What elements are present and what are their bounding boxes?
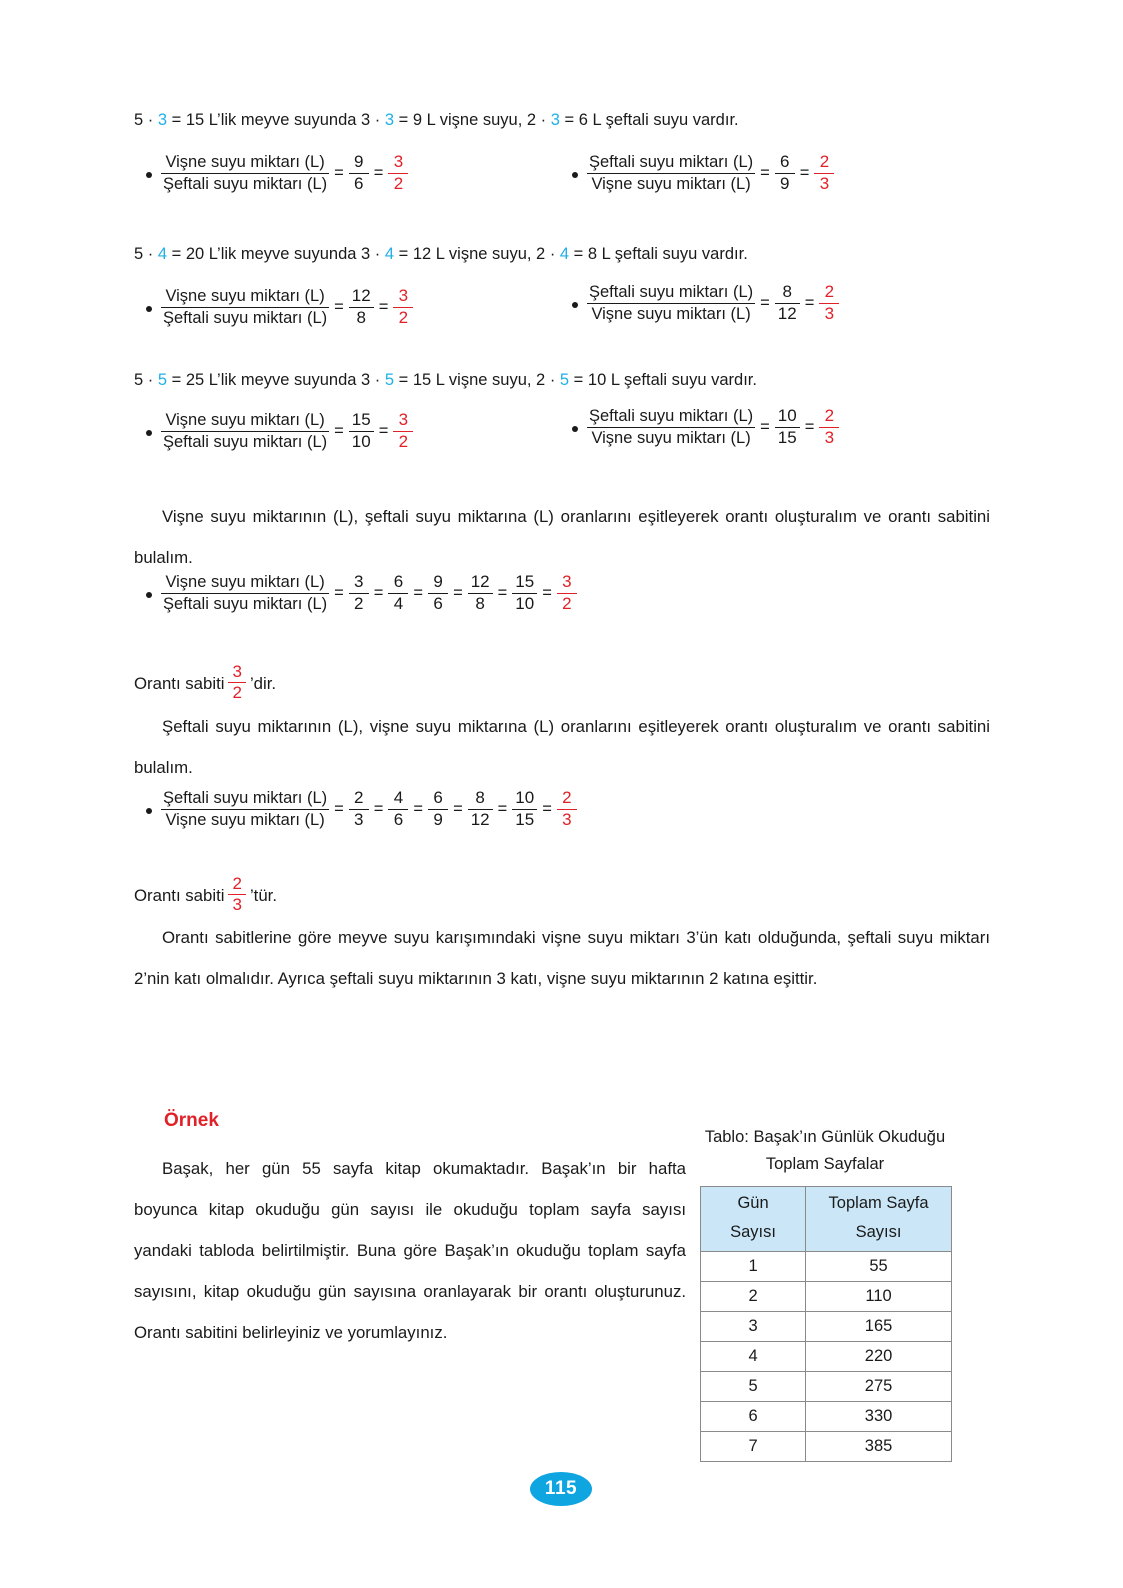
lead-2-part2: = 20 L’lik meyve suyunda 3 · xyxy=(167,245,385,263)
equals-sign: = xyxy=(334,584,344,603)
equals-sign: = xyxy=(497,584,508,603)
word-fraction-numerator: Şeftali suyu miktarı (L) xyxy=(587,152,755,174)
proportion-constant-2 xyxy=(134,875,277,917)
equals-sign: = xyxy=(542,584,552,603)
fraction-numerator: 3 xyxy=(388,152,408,174)
fraction-numerator: 6 xyxy=(428,788,448,810)
numeric-fraction-1 xyxy=(349,410,374,452)
cell-pages: 220 xyxy=(806,1342,952,1372)
fraction-numerator: 9 xyxy=(428,572,448,594)
chain-fraction-5 xyxy=(512,572,537,614)
example-body: Başak, her gün 55 sayfa kitap okumaktadır. Başak’ın bir hafta boyunca kitap okuduğu gün sayısı ile okuduğu toplam sayfa sayısı yandaki tabloda belirtilmiştir. Buna göre Başak’ın okuduğu toplam sayfa sayısını, kitap okuduğu gün sayısına oranlayarak bir orantı oluşturunuz. Orantı sabitini belirleyiniz ve yorumlayınız. xyxy=(134,1159,686,1342)
fraction-numerator: 4 xyxy=(388,788,408,810)
chain-fraction-3 xyxy=(428,572,448,614)
cell-day: 7 xyxy=(701,1432,806,1462)
word-fraction-numerator: Vişne suyu miktarı (L) xyxy=(161,410,329,432)
numeric-fraction-1 xyxy=(775,152,795,194)
fraction-numerator: 2 xyxy=(349,788,369,810)
lead-3-part4: = 10 L şeftali suyu vardır. xyxy=(569,371,757,389)
fraction-numerator: 6 xyxy=(775,152,795,174)
equals-sign: = xyxy=(542,800,552,819)
fraction-denominator: 8 xyxy=(356,308,366,328)
fraction-denominator: 3 xyxy=(232,895,242,915)
fraction-denominator: 10 xyxy=(515,594,535,614)
cell-pages: 165 xyxy=(806,1312,952,1342)
fraction-denominator: 3 xyxy=(824,304,835,324)
lead-2-part1: 5 · xyxy=(134,245,158,263)
fraction-numerator: 2 xyxy=(819,406,839,428)
word-fraction-numerator: Şeftali suyu miktarı (L) xyxy=(587,406,755,428)
fraction-numerator: 3 xyxy=(393,410,413,432)
lead-1-factor3: 3 xyxy=(550,111,560,129)
lead-sentence-1 xyxy=(134,112,739,129)
cell-day: 2 xyxy=(701,1282,806,1312)
fraction-numerator: 2 xyxy=(228,874,245,895)
chain-result-fraction xyxy=(557,572,577,614)
equals-sign: = xyxy=(413,800,424,819)
lead-3-part2: = 25 L’lik meyve suyunda 3 · xyxy=(167,371,385,389)
numeric-fraction-result xyxy=(388,152,408,194)
lead-1-part1: 5 · xyxy=(134,111,158,129)
equals-sign: = xyxy=(413,584,424,603)
bullet-icon xyxy=(146,172,152,178)
lead-sentence-2 xyxy=(134,246,748,263)
bullet-icon xyxy=(572,426,578,432)
word-fraction-denominator: Vişne suyu miktarı (L) xyxy=(591,175,751,194)
lead-3-part3: = 15 L vişne suyu, 2 · xyxy=(394,371,560,389)
table-row xyxy=(701,1252,952,1282)
proportion-constant-1 xyxy=(134,663,276,705)
equals-sign: = xyxy=(760,418,770,437)
lead-2-factor1: 4 xyxy=(157,245,168,263)
numeric-fraction-1 xyxy=(775,406,800,448)
equals-sign: = xyxy=(497,800,508,819)
lead-2-part3: = 12 L vişne suyu, 2 · xyxy=(394,245,560,263)
conclusion-paragraph: Orantı sabitlerine göre meyve suyu karışımındaki vişne suyu miktarı 3’ün katı olduğunda, şeftali suyu miktarı 2’nin katı olmalıdır. Ayrıca şeftali suyu miktarının 3 katı, vişne suyu miktarının 2 katına eşittir. xyxy=(134,928,990,988)
bullet-icon xyxy=(572,172,578,178)
equals-sign: = xyxy=(799,164,810,183)
lead-1-factor1: 3 xyxy=(157,111,168,129)
equals-sign: = xyxy=(373,164,384,183)
table-caption-line2: Toplam Sayfalar xyxy=(765,1155,885,1173)
reading-pages-table xyxy=(700,1186,952,1462)
word-fraction xyxy=(161,286,329,329)
equals-sign: = xyxy=(760,164,770,183)
section2-paragraph: Şeftali suyu miktarının (L), vişne suyu miktarına (L) oranlarını eşitleyerek orantı oluşturalım ve orantı sabitini bulalım. xyxy=(134,717,990,777)
word-fraction xyxy=(161,788,329,831)
word-fraction-denominator: Vişne suyu miktarı (L) xyxy=(591,429,751,448)
chain-fraction-2 xyxy=(388,572,408,614)
equals-sign: = xyxy=(334,298,344,317)
word-fraction-numerator: Vişne suyu miktarı (L) xyxy=(161,286,329,308)
lead-1-part3: = 9 L vişne suyu, 2 · xyxy=(394,111,551,129)
cell-day: 5 xyxy=(701,1372,806,1402)
bullet-icon xyxy=(146,592,152,598)
word-fraction-numerator: Vişne suyu miktarı (L) xyxy=(161,152,329,174)
fraction-denominator: 2 xyxy=(232,683,242,703)
fraction-numerator: 10 xyxy=(775,406,800,428)
equals-sign: = xyxy=(760,294,770,313)
fraction-denominator: 2 xyxy=(398,432,409,452)
fraction-denominator: 6 xyxy=(433,594,443,614)
word-fraction-denominator: Şeftali suyu miktarı (L) xyxy=(163,595,328,614)
fraction-denominator: 9 xyxy=(780,174,790,194)
table-row xyxy=(701,1282,952,1312)
fraction-denominator: 3 xyxy=(819,174,830,194)
fraction-denominator: 3 xyxy=(824,428,835,448)
numeric-fraction-1 xyxy=(349,152,369,194)
lead-3-part1: 5 · xyxy=(134,371,158,389)
table-row xyxy=(701,1402,952,1432)
table-row xyxy=(701,1312,952,1342)
cell-pages: 110 xyxy=(806,1282,952,1312)
constant-suffix-label: ’dir. xyxy=(249,673,277,693)
fraction-numerator: 15 xyxy=(349,410,374,432)
equals-sign: = xyxy=(373,800,384,819)
header-day-line2: Sayısı xyxy=(730,1223,776,1241)
fraction-denominator: 4 xyxy=(393,594,404,614)
equals-sign: = xyxy=(378,298,389,317)
cell-day: 1 xyxy=(701,1252,806,1282)
numeric-fraction-result xyxy=(393,410,413,452)
equals-sign: = xyxy=(804,294,815,313)
section1-paragraph: Vişne suyu miktarının (L), şeftali suyu miktarına (L) oranlarını eşitleyerek orantı oluşturalım ve orantı sabitini bulalım. xyxy=(134,507,990,567)
chain-result-fraction xyxy=(557,788,577,830)
cell-pages: 55 xyxy=(806,1252,952,1282)
fraction-denominator: 12 xyxy=(777,304,797,324)
lead-3-factor2: 5 xyxy=(384,371,395,389)
equals-sign: = xyxy=(334,164,344,183)
fraction-denominator: 10 xyxy=(351,432,371,452)
chain-fraction-4 xyxy=(468,788,493,830)
table-header-day xyxy=(701,1187,806,1252)
lead-1-factor2: 3 xyxy=(384,111,395,129)
word-fraction xyxy=(161,410,329,453)
ratio-row-2-left xyxy=(146,286,413,329)
header-pages-line1: Toplam Sayfa xyxy=(828,1194,929,1212)
constant-fraction xyxy=(228,662,245,704)
fraction-denominator: 3 xyxy=(354,810,364,830)
table-body xyxy=(701,1252,952,1462)
fraction-numerator: 2 xyxy=(814,152,834,174)
word-fraction-denominator: Vişne suyu miktarı (L) xyxy=(165,811,325,830)
cell-day: 4 xyxy=(701,1342,806,1372)
ratio-row-3-left xyxy=(146,410,413,453)
fraction-denominator: 6 xyxy=(393,810,404,830)
fraction-numerator: 9 xyxy=(349,152,369,174)
numeric-fraction-result xyxy=(819,282,839,324)
table-header-pages xyxy=(806,1187,952,1252)
word-fraction-denominator: Şeftali suyu miktarı (L) xyxy=(163,309,328,328)
equals-sign: = xyxy=(378,422,389,441)
fraction-denominator: 12 xyxy=(470,810,490,830)
table-caption-line1: Tablo: Başak’ın Günlük Okuduğu xyxy=(704,1128,946,1146)
cell-day: 3 xyxy=(701,1312,806,1342)
chain-fraction-2 xyxy=(388,788,408,830)
bullet-icon xyxy=(572,302,578,308)
constant-prefix-label: Orantı sabiti xyxy=(134,673,225,693)
constant-suffix-label: ’tür. xyxy=(249,885,278,905)
fraction-numerator: 3 xyxy=(557,572,577,594)
fraction-denominator: 2 xyxy=(398,308,409,328)
cell-pages: 385 xyxy=(806,1432,952,1462)
chain-fraction-3 xyxy=(428,788,448,830)
equals-sign: = xyxy=(453,800,463,819)
table-row xyxy=(701,1432,952,1462)
fraction-numerator: 3 xyxy=(349,572,369,594)
fraction-denominator: 2 xyxy=(393,174,404,194)
word-fraction-denominator: Şeftali suyu miktarı (L) xyxy=(163,175,328,194)
chain-fraction-1 xyxy=(349,788,369,830)
word-fraction-denominator: Şeftali suyu miktarı (L) xyxy=(163,433,328,452)
lead-3-factor3: 5 xyxy=(559,371,570,389)
numeric-fraction-result xyxy=(814,152,834,194)
fraction-denominator: 15 xyxy=(515,810,535,830)
word-fraction xyxy=(587,152,755,195)
fraction-numerator: 15 xyxy=(512,572,537,594)
fraction-denominator: 2 xyxy=(354,594,364,614)
fraction-denominator: 9 xyxy=(433,810,443,830)
equals-sign: = xyxy=(334,422,344,441)
numeric-fraction-result xyxy=(819,406,839,448)
fraction-denominator: 8 xyxy=(475,594,485,614)
ratio-row-1-left xyxy=(146,152,408,195)
fraction-numerator: 12 xyxy=(468,572,493,594)
lead-1-part2: = 15 L’lik meyve suyunda 3 · xyxy=(167,111,385,129)
lead-2-factor2: 4 xyxy=(384,245,395,263)
word-fraction-numerator: Şeftali suyu miktarı (L) xyxy=(587,282,755,304)
fraction-denominator: 2 xyxy=(562,594,572,614)
word-fraction xyxy=(587,406,755,449)
fraction-denominator: 15 xyxy=(777,428,797,448)
lead-1-part4: = 6 L şeftali suyu vardır. xyxy=(559,111,739,129)
fraction-numerator: 2 xyxy=(819,282,839,304)
equals-sign: = xyxy=(453,584,463,603)
lead-sentence-3 xyxy=(134,372,757,389)
cell-pages: 275 xyxy=(806,1372,952,1402)
fraction-numerator: 8 xyxy=(775,282,800,304)
fraction-numerator: 12 xyxy=(349,286,374,308)
word-fraction xyxy=(161,152,329,195)
word-fraction-numerator: Şeftali suyu miktarı (L) xyxy=(161,788,329,810)
word-fraction xyxy=(587,282,755,325)
numeric-fraction-1 xyxy=(775,282,800,324)
fraction-numerator: 6 xyxy=(388,572,408,594)
example-heading: Örnek xyxy=(164,1110,219,1131)
chain-fraction-5 xyxy=(512,788,537,830)
lead-2-factor3: 4 xyxy=(559,245,570,263)
chain-equation-1 xyxy=(146,572,577,615)
constant-fraction xyxy=(228,874,245,916)
chain-fraction-1 xyxy=(349,572,369,614)
chain-fraction-4 xyxy=(468,572,493,614)
fraction-denominator: 6 xyxy=(354,174,364,194)
word-fraction-denominator: Vişne suyu miktarı (L) xyxy=(591,305,751,324)
cell-day: 6 xyxy=(701,1402,806,1432)
numeric-fraction-1 xyxy=(349,286,374,328)
cell-pages: 330 xyxy=(806,1402,952,1432)
table-header-row xyxy=(701,1187,952,1252)
numeric-fraction-result xyxy=(393,286,413,328)
table-head xyxy=(701,1187,952,1252)
bullet-icon xyxy=(146,430,152,436)
bullet-icon xyxy=(146,808,152,814)
bullet-icon xyxy=(146,306,152,312)
lead-2-part4: = 8 L şeftali suyu vardır. xyxy=(569,245,748,263)
fraction-numerator: 3 xyxy=(228,662,245,683)
chain-equation-2 xyxy=(146,788,577,831)
fraction-numerator: 2 xyxy=(557,788,577,810)
page-number-badge: 115 xyxy=(530,1472,592,1506)
equals-sign: = xyxy=(334,800,344,819)
equals-sign: = xyxy=(373,584,384,603)
fraction-numerator: 8 xyxy=(468,788,493,810)
word-fraction-numerator: Vişne suyu miktarı (L) xyxy=(161,572,329,594)
table-caption xyxy=(700,1124,950,1178)
constant-prefix-label: Orantı sabiti xyxy=(134,885,225,905)
fraction-numerator: 10 xyxy=(512,788,537,810)
table-row xyxy=(701,1372,952,1402)
ratio-row-1-right xyxy=(572,152,834,195)
fraction-denominator: 3 xyxy=(562,810,572,830)
ratio-row-3-right xyxy=(572,406,839,449)
header-day-line1: Gün xyxy=(737,1194,769,1212)
ratio-row-2-right xyxy=(572,282,839,325)
header-pages-line2: Sayısı xyxy=(855,1223,902,1241)
fraction-numerator: 3 xyxy=(393,286,413,308)
lead-3-factor1: 5 xyxy=(157,371,168,389)
word-fraction xyxy=(161,572,329,615)
table-row xyxy=(701,1342,952,1372)
equals-sign: = xyxy=(804,418,815,437)
